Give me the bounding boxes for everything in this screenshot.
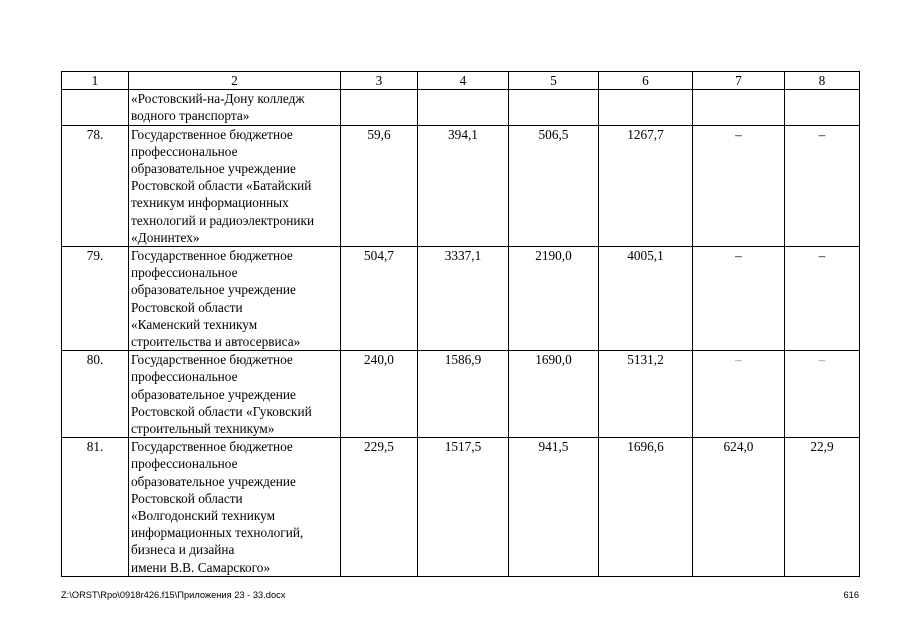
value-cell: –	[785, 125, 860, 246]
table-row	[62, 125, 860, 246]
value-cell: 504,7	[341, 247, 418, 351]
table-row	[62, 438, 860, 577]
value-cell: 229,5	[341, 438, 418, 577]
value-cell	[509, 90, 599, 125]
value-cell	[418, 90, 509, 125]
row-number-cell: 80.	[62, 351, 129, 438]
institution-name-cell: Государственное бюджетное профессиональное образовательное учреждение Ростовской области «Батайский техникум информационных технологий и радиоэлектроники «Донинтех»	[129, 125, 341, 246]
header-cell-7: 7	[693, 72, 785, 90]
value-cell: –	[785, 351, 860, 438]
table-row	[62, 247, 860, 351]
row-number-cell: 79.	[62, 247, 129, 351]
value-cell: 4005,1	[599, 247, 693, 351]
header-cell-6: 6	[599, 72, 693, 90]
value-cell: 1696,6	[599, 438, 693, 577]
row-number-cell: 81.	[62, 438, 129, 577]
value-cell	[341, 90, 418, 125]
value-cell: –	[693, 125, 785, 246]
value-cell: 59,6	[341, 125, 418, 246]
header-cell-4: 4	[418, 72, 509, 90]
header-cell-1: 1	[62, 72, 129, 90]
value-cell: 941,5	[509, 438, 599, 577]
header-cell-5: 5	[509, 72, 599, 90]
value-cell: 3337,1	[418, 247, 509, 351]
file-path-footer: Z:\ORST\Rpo\0918r426.f15\Приложения 23 - 33.docx	[61, 590, 286, 600]
value-cell: 394,1	[418, 125, 509, 246]
header-cell-3: 3	[341, 72, 418, 90]
value-cell: –	[693, 247, 785, 351]
value-cell	[693, 90, 785, 125]
table-row	[62, 351, 860, 438]
institution-name-cell: Государственное бюджетное профессиональное образовательное учреждение Ростовской области «Гуковский строительный техникум»	[129, 351, 341, 438]
value-cell: 1517,5	[418, 438, 509, 577]
value-cell	[599, 90, 693, 125]
value-cell	[785, 90, 860, 125]
value-cell: 240,0	[341, 351, 418, 438]
continuation-row	[62, 90, 860, 125]
institution-name-cell: Государственное бюджетное профессиональное образовательное учреждение Ростовской области «Волгодонский техникум информационных технологий, бизнеса и дизайна имени В.В. Самарского»	[129, 438, 341, 577]
value-cell: –	[693, 351, 785, 438]
value-cell: 5131,2	[599, 351, 693, 438]
header-row	[62, 72, 860, 90]
value-cell: –	[785, 247, 860, 351]
value-cell: 2190,0	[509, 247, 599, 351]
header-cell-8: 8	[785, 72, 860, 90]
value-cell: 624,0	[693, 438, 785, 577]
budget-table	[61, 71, 860, 577]
row-number-cell: 78.	[62, 125, 129, 246]
value-cell: 506,5	[509, 125, 599, 246]
page-number: 616	[843, 590, 859, 600]
header-cell-2: 2	[129, 72, 341, 90]
institution-name-cell: «Ростовский-на-Дону колледж водного транспорта»	[129, 90, 341, 125]
value-cell: 1586,9	[418, 351, 509, 438]
value-cell: 1267,7	[599, 125, 693, 246]
value-cell: 22,9	[785, 438, 860, 577]
institution-name-cell: Государственное бюджетное профессиональное образовательное учреждение Ростовской области «Каменский техникум строительства и автосервиса»	[129, 247, 341, 351]
row-number-cell	[62, 90, 129, 125]
value-cell: 1690,0	[509, 351, 599, 438]
